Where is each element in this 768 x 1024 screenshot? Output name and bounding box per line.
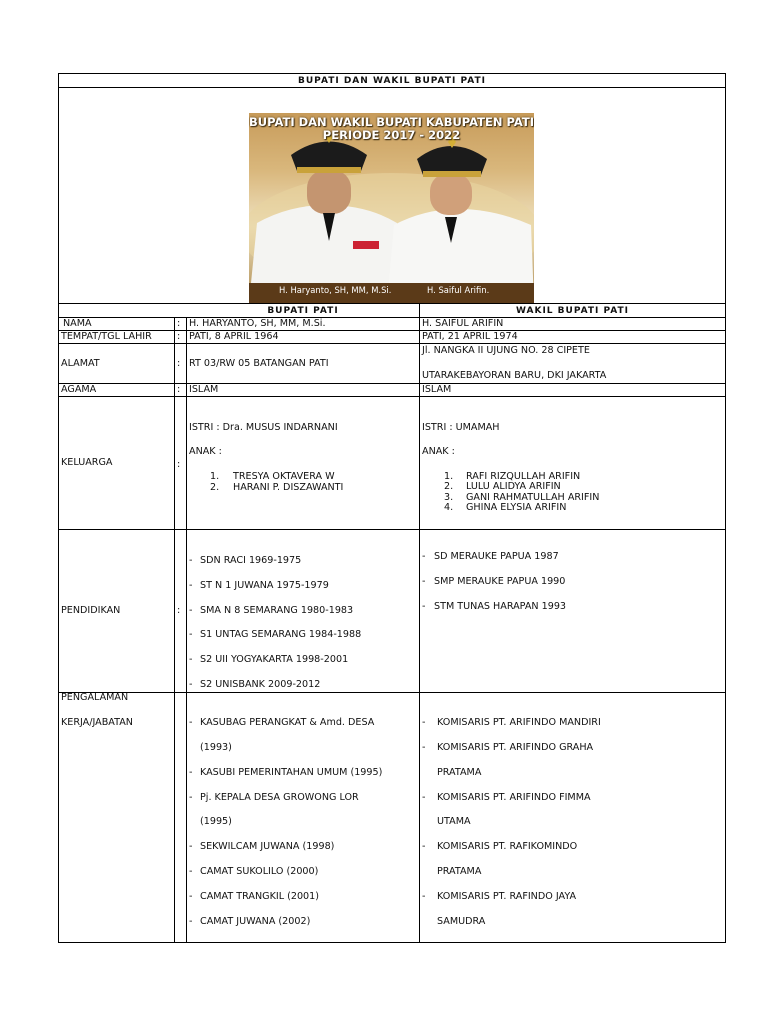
bupati-pengalaman-item: KASUBI PEMERINTAHAN UMUM (1995): [200, 767, 383, 778]
grid-line: [58, 73, 59, 943]
wakil-pengalaman-item: KOMISARIS PT. RAFINDO JAYA: [437, 891, 577, 902]
wakil-pendidikan-item: SMP MERAUKE PAPUA 1990: [434, 576, 566, 587]
bupati-anak-number: 2.: [210, 482, 220, 493]
list-dash: -: [189, 792, 193, 803]
list-dash: -: [189, 679, 193, 690]
list-dash: -: [422, 792, 426, 803]
grid-line: [58, 73, 726, 74]
list-dash: -: [189, 866, 193, 877]
colon: :: [177, 605, 181, 616]
row-label-ttl: TEMPAT/TGL LAHIR: [61, 331, 152, 342]
wakil-nama: H. SAIFUL ARIFIN: [422, 318, 504, 329]
row-label-agama: AGAMA: [61, 384, 97, 395]
list-dash: -: [422, 551, 426, 562]
wakil-pengalaman-item: KOMISARIS PT. ARIFINDO GRAHA: [437, 742, 594, 753]
grid-line: [58, 529, 726, 530]
bupati-istri: ISTRI : Dra. MUSUS INDARNANI: [189, 422, 338, 433]
bupati-pengalaman-item: (1993): [200, 742, 232, 753]
photo-caption-right: H. Saiful Arifin.: [427, 285, 490, 295]
grid-line: [58, 303, 726, 304]
photo-caption-left: H. Haryanto, SH, MM, M.Si.: [279, 285, 392, 295]
list-dash: -: [422, 891, 426, 902]
wakil-anak-number: 1.: [444, 471, 454, 482]
grid-line: [58, 87, 726, 88]
colon: :: [177, 459, 181, 470]
wakil-alamat-line1: Jl. NANGKA II UJUNG NO. 28 CIPETE: [422, 345, 590, 356]
row-label-pendidikan: PENDIDIKAN: [61, 605, 121, 616]
grid-line: [58, 692, 726, 693]
photo-subtitle: PERIODE 2017 - 2022: [322, 128, 461, 142]
bupati-anak-number: 1.: [210, 471, 220, 482]
wakil-pengalaman-item: KOMISARIS PT. RAFIKOMINDO: [437, 841, 578, 852]
wakil-agama: ISLAM: [422, 384, 452, 395]
bupati-anak-item: HARANI P. DISZAWANTI: [233, 482, 344, 493]
wakil-pengalaman-item: UTAMA: [437, 816, 471, 827]
grid-line: [58, 383, 726, 384]
bupati-pengalaman-item: Pj. KEPALA DESA GROWONG LOR: [200, 792, 359, 803]
colon: :: [177, 318, 181, 329]
grid-line: [419, 303, 420, 943]
wakil-anak-item: RAFI RIZQULLAH ARIFIN: [466, 471, 581, 482]
list-dash: -: [189, 629, 193, 640]
bupati-ttl: PATI, 8 APRIL 1964: [189, 331, 279, 342]
wakil-pendidikan-item: STM TUNAS HARAPAN 1993: [434, 601, 567, 612]
wakil-anak-item: LULU ALIDYA ARIFIN: [466, 481, 561, 492]
list-dash: -: [422, 601, 426, 612]
list-dash: -: [422, 841, 426, 852]
wakil-pengalaman-item: KOMISARIS PT. ARIFINDO MANDIRI: [437, 717, 601, 728]
wakil-anak-item: GANI RAHMATULLAH ARIFIN: [466, 492, 600, 503]
photo-title: BUPATI DAN WAKIL BUPATI KABUPATEN PATI: [249, 115, 534, 129]
column-header-bupati: BUPATI PATI: [267, 306, 339, 316]
colon: :: [177, 358, 181, 369]
bupati-pengalaman-item: CAMAT SUKOLILO (2000): [200, 866, 319, 877]
bupati-pendidikan-item: S2 UII YOGYAKARTA 1998-2001: [200, 654, 349, 665]
wakil-ttl: PATI, 21 APRIL 1974: [422, 331, 518, 342]
list-dash: -: [189, 580, 193, 591]
grid-line: [58, 317, 726, 318]
wakil-pendidikan-item: SD MERAUKE PAPUA 1987: [434, 551, 559, 562]
list-dash: -: [422, 742, 426, 753]
list-dash: -: [422, 717, 426, 728]
bupati-nama: H. HARYANTO, SH, MM, M.Si.: [189, 318, 326, 329]
wakil-alamat-line2: UTARAKEBAYORAN BARU, DKI JAKARTA: [422, 370, 607, 381]
colon: :: [177, 331, 181, 342]
bupati-pendidikan-item: S2 UNISBANK 2009-2012: [200, 679, 321, 690]
colon: :: [177, 384, 181, 395]
bupati-anak-label: ANAK :: [189, 446, 222, 457]
bupati-agama: ISLAM: [189, 384, 219, 395]
list-dash: -: [189, 767, 193, 778]
list-dash: -: [189, 841, 193, 852]
wakil-anak-item: GHINA ELYSIA ARIFIN: [466, 502, 567, 513]
grid-line: [186, 317, 187, 943]
list-dash: -: [189, 891, 193, 902]
row-label-keluarga: KELUARGA: [61, 457, 113, 468]
wakil-pengalaman-item: PRATAMA: [437, 767, 482, 778]
row-label-pengalaman-2: KERJA/JABATAN: [61, 717, 133, 728]
grid-line: [174, 317, 175, 943]
grid-line: [58, 343, 726, 344]
wakil-pengalaman-item: KOMISARIS PT. ARIFINDO FIMMA: [437, 792, 591, 803]
grid-line: [58, 396, 726, 397]
list-dash: -: [189, 717, 193, 728]
row-label-pengalaman: PENGALAMAN: [61, 692, 129, 703]
column-header-wakil: WAKIL BUPATI PATI: [515, 306, 630, 316]
bupati-pengalaman-item: (1995): [200, 816, 232, 827]
wakil-anak-number: 2.: [444, 481, 454, 492]
wakil-anak-number: 3.: [444, 492, 454, 503]
grid-line: [725, 73, 726, 943]
wakil-pengalaman-item: SAMUDRA: [437, 916, 486, 927]
bupati-pengalaman-item: CAMAT JUWANA (2002): [200, 916, 311, 927]
bupati-pendidikan-item: S1 UNTAG SEMARANG 1984-1988: [200, 629, 362, 640]
wakil-istri: ISTRI : UMAMAH: [422, 422, 500, 433]
list-dash: -: [189, 916, 193, 927]
bupati-pendidikan-item: ST N 1 JUWANA 1975-1979: [200, 580, 329, 591]
bupati-pengalaman-item: CAMAT TRANGKIL (2001): [200, 891, 319, 902]
wakil-pengalaman-item: PRATAMA: [437, 866, 482, 877]
grid-line: [58, 942, 726, 943]
wakil-anak-number: 4.: [444, 502, 454, 513]
list-dash: -: [189, 555, 193, 566]
bupati-pengalaman-item: KASUBAG PERANGKAT & Amd. DESA: [200, 717, 375, 728]
list-dash: -: [189, 654, 193, 665]
bupati-pendidikan-item: SMA N 8 SEMARANG 1980-1983: [200, 605, 354, 616]
page-title: BUPATI DAN WAKIL BUPATI PATI: [298, 76, 486, 86]
bupati-pendidikan-item: SDN RACI 1969-1975: [200, 555, 302, 566]
row-label-alamat: ALAMAT: [61, 358, 100, 369]
wakil-anak-label: ANAK :: [422, 446, 455, 457]
bupati-alamat: RT 03/RW 05 BATANGAN PATI: [189, 358, 329, 369]
row-label-nama: NAMA: [63, 318, 92, 329]
bupati-pengalaman-item: SEKWILCAM JUWANA (1998): [200, 841, 335, 852]
bupati-anak-item: TRESYA OKTAVERA W: [233, 471, 335, 482]
list-dash: -: [422, 576, 426, 587]
official-portrait-image: [249, 113, 534, 303]
list-dash: -: [189, 605, 193, 616]
grid-line: [58, 330, 726, 331]
